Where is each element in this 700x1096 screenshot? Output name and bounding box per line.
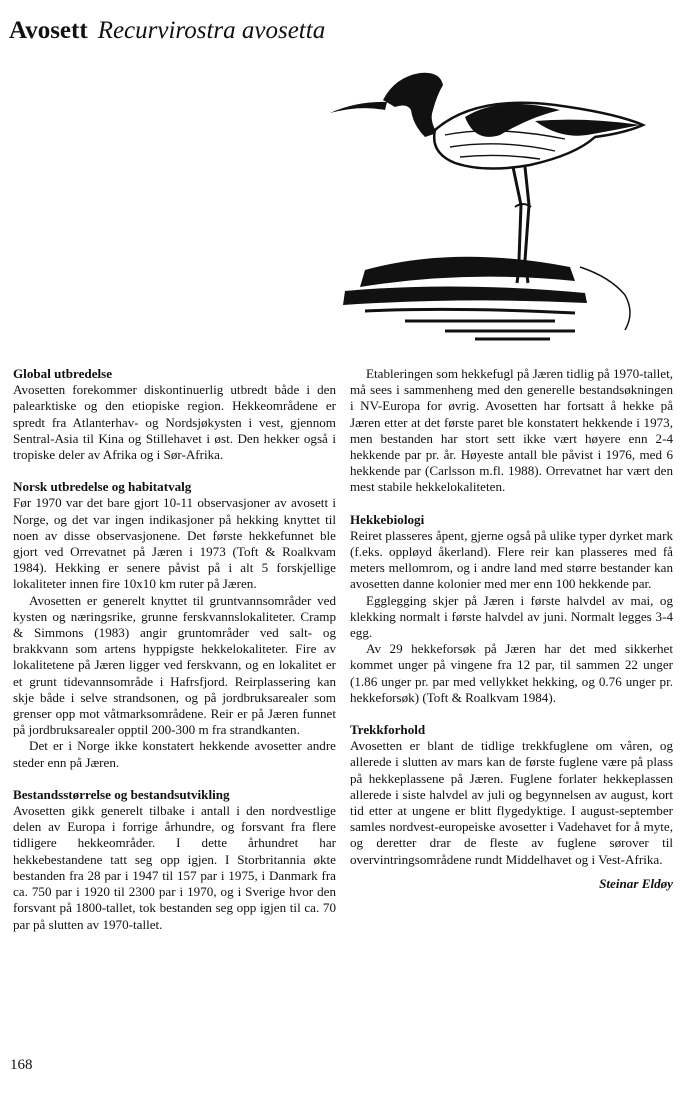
paragraph: Avosetten forekommer diskontinuerlig utbredt både i den palearktiske og den etiopiske region. Hekkeområdene er spredt fra Atlanterhav- og Nordsjøkysten i vest, gjennom Sentral-Asia til Kina og Stillehavet i øst. Den hekker også i tropiske deler av Afrika og i Sør-Afrika. (13, 382, 336, 463)
page-title (9, 16, 325, 46)
author-signature: Steinar Eldøy (599, 875, 673, 891)
paragraph: Det er i Norge ikke konstatert hekkende avosetter andre steder enn på Jæren. (13, 738, 336, 770)
paragraph: Av 29 hekkeforsøk på Jæren har det med sikkerhet kommet unger på vingene fra 12 par, til sammen 22 unger (1.86 unger pr. par med vellykket hekking, og 0.76 unger pr. hekkeforsøk) (Toft & Roalkvam 1984). (350, 641, 673, 705)
paragraph: Etableringen som hekkefugl på Jæren tidlig på 1970-tallet, må sees i sammenheng med den generelle bestandsøkningen i NV-Europa for øvrig. Avosetten har fortsatt å hekke på Jæren etter at det første paret ble konstatert hekkende i 1973, men bestanden har stort sett ikke vært høyere enn 2-4 hekkende par pr. år. Høyeste antall ble påvist i 1976, med 6 hekkende par (Carlsson m.fl. 1988). Orrevatnet har vært den mest stabile hekkelokaliteten. (350, 366, 673, 495)
right-column (350, 366, 673, 892)
section-heading-norway: Norsk utbredelse og habitatvalg (13, 479, 192, 495)
paragraph: Egglegging skjer på Jæren i første halvdel av mai, og klekking normalt i første halvdel av juni. Normalt legges 3-4 egg. (350, 592, 673, 641)
paragraph: Avosetten er blant de tidlige trekkfuglene om våren, og allerede i slutten av mars kan de første fuglene være på plass på hekkeplassene på Jæren. Fuglene forlater hekkeplassen allerede i siste halvdel av juli og begynnelsen av august, kort tid etter at ungene er blitt flygedyktige. I august-september samles nordvest-europeiske avosetter i Vadehavet for å myte, og deretter drar de fleste av fuglene sørover til overvintringsområdene rundt Middelhavet og i Vest-Afrika. (350, 738, 673, 867)
section-heading-breeding: Hekkebiologi (350, 511, 425, 527)
paragraph: Før 1970 var det bare gjort 10-11 observasjoner av avosett i Norge, og det var ingen indikasjoner på hekking knyttet til noen av disse observasjonene. Det første hekkefunnet ble gjort ved Orrevatnet på Jæren i 1973 (Toft & Roalkvam 1984). Hekking er senere påvist på i alt 5 forskjellige lokaliteter innen fire 10x10 km ruter på Jæren. (13, 495, 336, 592)
paragraph: Avosetten er generelt knyttet til gruntvannsområder ved kysten og næringsrike, grunne ferskvannslokaliteter. Cramp & Simmons (1983) angir gruntområder ved salt- og brakkvann som artens hyppigste hekkelokaliteter. Fire av lokalitetene på Jæren ligger ved ferskvann, og en lokalitet er et grunt tidevannsområde i Hafrsfjord. Reirplassering kan skje både i selve strandsonen, og på jordbruksarealer som grenser opp mot våtmarksområdene. Reir er på Jæren funnet på jordbruksarealer opptil 200-300 m fra strandkanten. (13, 592, 336, 738)
species-latin-name: Recurvirostra avosetta (97, 17, 326, 44)
section-heading-population: Bestandsstørrelse og bestandsutvikling (13, 786, 230, 802)
page-number: 168 (10, 1057, 33, 1073)
section-heading-migration: Trekkforhold (350, 722, 426, 738)
species-common-name: Avosett (9, 17, 88, 44)
avocet-bird-icon (325, 55, 655, 345)
left-column (13, 366, 336, 933)
section-heading-global: Global utbredelse (13, 366, 113, 381)
paragraph: Reiret plasseres åpent, gjerne også på ulike typer dyrket mark (f.eks. oppløyd åkerland). Flere reir kan plasseres med få meters mellomrom, og i andre land med større bestander kan avosetten danne kolonier med mer enn 100 hekkende par. (350, 527, 673, 592)
paragraph: Avosetten gikk generelt tilbake i antall i den nordvestlige delen av Europa i forrige århundre, og forsvant fra flere tidligere hekkeområder. I dette århundret har hekkebestandene tatt seg opp igjen. I Storbritannia økte bestanden fra 28 par i 1947 til 157 par i 1975, i Danmark fra ca. 750 par i 1920 til 2300 par i 1970, og i Sverige hvor den forsvant på 1800-tallet, tok bestanden seg opp igjen til ca. 70 par på slutten av 1970-tallet. (13, 803, 336, 932)
